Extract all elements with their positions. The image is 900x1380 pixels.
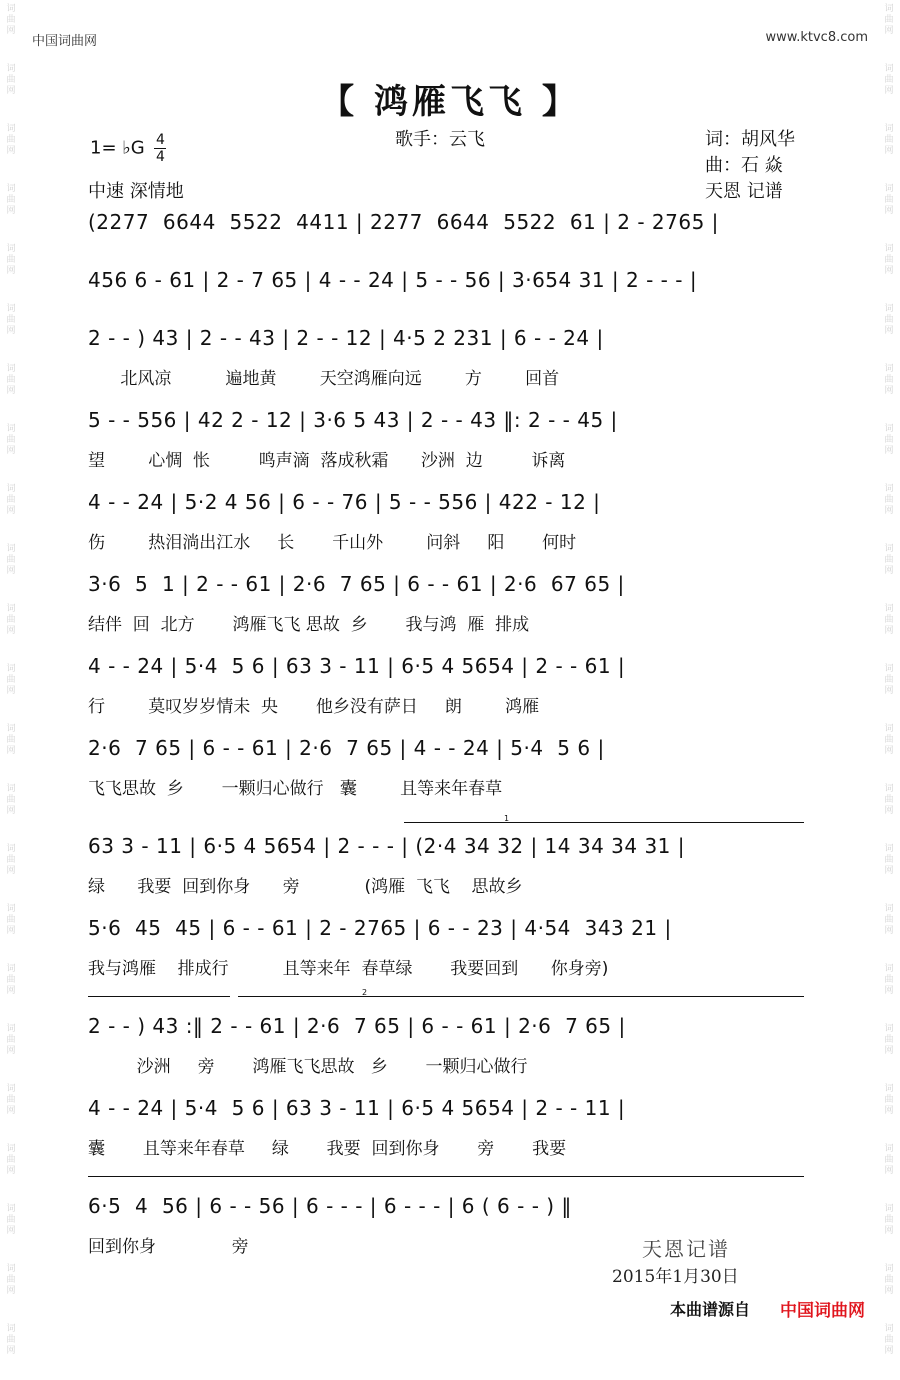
volta-second: 2 xyxy=(238,996,804,1005)
site-url-top: www.ktvc8.com xyxy=(765,30,868,45)
site-name-top: 中国词曲网 xyxy=(32,34,98,49)
lyric-row: 行 莫叹岁岁情未 央 他乡没有萨日 朗 鸿雁 xyxy=(88,697,540,717)
notation-row: 2·6 7 65 | 6 - - 61 | 2·6 7 65 | 4 - - 24 | 5·4 5 6 | xyxy=(88,736,605,760)
time-beats: 4 xyxy=(155,132,165,148)
volta-first-end xyxy=(88,996,230,1005)
lyric-row: 我与鸿雁 排成行 且等来年 春草绿 我要回到 你身旁) xyxy=(88,959,609,979)
lyric-row: 望 心惆 怅 鸣声滴 落成秋霜 沙洲 边 诉离 xyxy=(88,451,566,471)
lyric-row: 绿 我要 回到你身 旁 (鸿雁 飞飞 思故乡 xyxy=(88,877,523,897)
notation-row: 6·5 4 56 | 6 - - 56 | 6 - - - | 6 - - - | 6 ( 6 - - ) ‖ xyxy=(88,1194,572,1218)
right-watermark-strip: 词 曲 网 词 曲 网 词 曲 网 词 曲 网 词 曲 网 词 曲 网 词 曲 网 词 曲 网 词 曲 网 词 曲 网 词 曲 网 词 曲 网 词 曲 网 词 曲 网 词 曲 网 词 曲 网 词 曲 网 词 曲 网 词 曲 网 词 曲 网 词 曲 网 词 曲 网 词 曲 网 xyxy=(884,4,894,1356)
notation-row: 3·6 5 1 | 2 - - 61 | 2·6 7 65 | 6 - - 61 | 2·6 67 65 | xyxy=(88,572,625,596)
key-label: 1= ♭G xyxy=(90,137,145,159)
time-signature xyxy=(154,133,166,164)
lyricist: 词：胡风华 xyxy=(705,129,795,150)
notation-row: 4 - - 24 | 5·4 5 6 | 63 3 - 11 | 6·5 4 5654 | 2 - - 61 | xyxy=(88,654,626,678)
transcription-date: 2015年1月30日 xyxy=(612,1267,739,1287)
notation-row: 2 - - ) 43 :‖ 2 - - 61 | 2·6 7 65 | 6 - - 61 | 2·6 7 65 | xyxy=(88,1014,626,1038)
time-unit: 4 xyxy=(155,149,165,165)
lyric-row: 结伴 回 北方 鸿雁飞飞 思故 乡 我与鸿 雁 排成 xyxy=(88,615,530,635)
lyric-row: 飞飞思故 乡 一颗归心做行 囊 且等来年春草 xyxy=(88,779,503,799)
source-label: 本曲谱源自 xyxy=(670,1300,751,1319)
transcriber-signature: 天恩记谱 xyxy=(642,1237,730,1261)
notation-row: 5 - - 556 | 42 2 - 12 | 3·6 5 43 | 2 - - 43 ‖: 2 - - 45 | xyxy=(88,408,618,432)
notation-row: 5·6 45 45 | 6 - - 61 | 2 - 2765 | 6 - - 23 | 4·54 343 21 | xyxy=(88,916,672,940)
notation-row: 2 - - ) 43 | 2 - - 43 | 2 - - 12 | 4·5 2 231 | 6 - - 24 | xyxy=(88,326,604,350)
notation-row: (2277 6644 5522 4411 | 2277 6644 5522 61 | 2 - 2765 | xyxy=(88,210,719,234)
key-signature xyxy=(90,133,166,164)
lyric-row: 伤 热泪淌出江水 长 千山外 问斜 阳 何时 xyxy=(88,533,577,553)
notation-row: 456 6 - 61 | 2 - 7 65 | 4 - - 24 | 5 - - 56 | 3·654 31 | 2 - - - | xyxy=(88,268,698,292)
lyric-row: 囊 且等来年春草 绿 我要 回到你身 旁 我要 xyxy=(88,1139,567,1159)
lyric-row: 回到你身 旁 xyxy=(88,1237,249,1257)
singer: 歌手：云飞 xyxy=(395,129,485,150)
notation-row: 4 - - 24 | 5·4 5 6 | 63 3 - 11 | 6·5 4 5654 | 2 - - 11 | xyxy=(88,1096,626,1120)
lyric-row: 北风凉 遍地黄 天空鸿雁向远 方 回首 xyxy=(88,369,560,389)
tempo-marking: 中速 深情地 xyxy=(88,181,184,202)
volta-second-cont xyxy=(88,1176,804,1185)
notation-row: 4 - - 24 | 5·2 4 56 | 6 - - 76 | 5 - - 556 | 422 - 12 | xyxy=(88,490,601,514)
notation-row: 63 3 - 11 | 6·5 4 5654 | 2 - - - | (2·4 34 32 | 14 34 34 31 | xyxy=(88,834,686,858)
left-watermark-strip: 词 曲 网 词 曲 网 词 曲 网 词 曲 网 词 曲 网 词 曲 网 词 曲 网 词 曲 网 词 曲 网 词 曲 网 词 曲 网 词 曲 网 词 曲 网 词 曲 网 词 曲 网 词 曲 网 词 曲 网 词 曲 网 词 曲 网 词 曲 网 词 曲 网 词 曲 网 词 曲 网 xyxy=(6,4,16,1356)
volta-first: 1 xyxy=(404,822,804,831)
song-title: 【 鸿雁飞飞 】 xyxy=(320,82,580,122)
composer: 曲：石 焱 xyxy=(705,155,783,176)
source-brand: 中国词曲网 xyxy=(780,1301,865,1321)
transcriber: 天恩 记谱 xyxy=(705,181,783,202)
lyric-row: 沙洲 旁 鸿雁飞飞思故 乡 一颗归心做行 xyxy=(88,1057,528,1077)
